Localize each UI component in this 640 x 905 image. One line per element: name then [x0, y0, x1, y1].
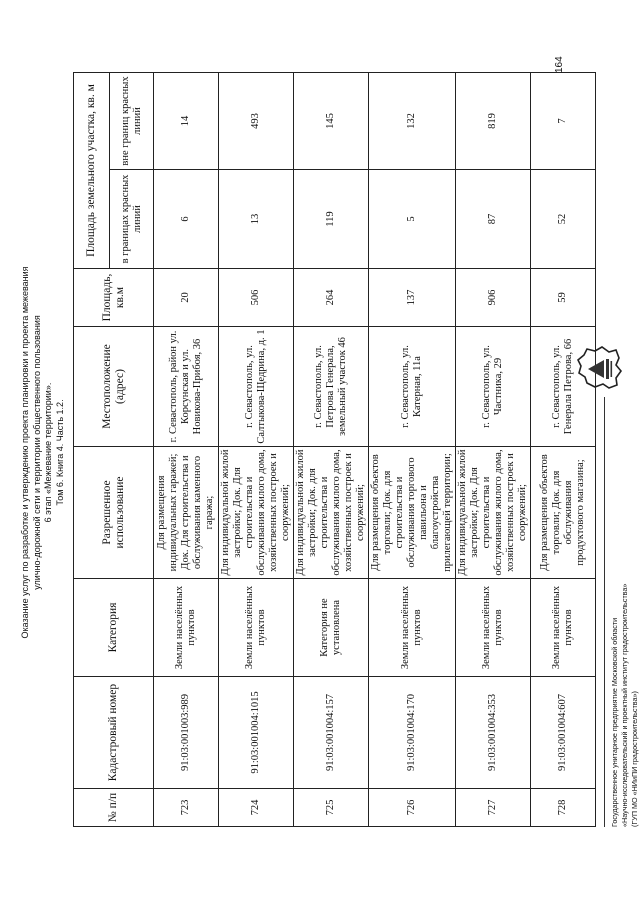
header-line-3: 6 этап «Межевание территории». — [43, 382, 53, 523]
cell-inside-red-lines: 87 — [456, 170, 531, 269]
cell-category: Категория не установлена — [294, 579, 369, 677]
cell-inside-red-lines: 5 — [369, 170, 456, 269]
table-row — [531, 73, 596, 827]
cell-inside-red-lines: 52 — [531, 170, 596, 269]
cell-num: 725 — [294, 789, 369, 827]
cell-area: 906 — [456, 269, 531, 327]
cell-category: Земли населённых пунктов — [456, 579, 531, 677]
cell-cadastral: 91:03:001004:170 — [369, 677, 456, 789]
table-row — [294, 73, 369, 827]
document-header — [20, 180, 66, 725]
table-row — [154, 73, 219, 827]
cell-inside-red-lines: 6 — [154, 170, 219, 269]
land-plots-table — [73, 72, 596, 827]
cell-inside-red-lines: 13 — [219, 170, 294, 269]
cell-location: г. Севастополь, район ул. Корсунская и ул. Новикова-Прибоя, 36 — [154, 327, 219, 447]
table-row — [219, 73, 294, 827]
header-line-4: Том 6. Книга 4. Часть 1.2. — [54, 399, 65, 506]
cell-location: г. Севастополь, ул. Катерная, 11а — [369, 327, 456, 447]
footer-line-1: Государственное унитарное предприятие Московской области — [610, 617, 619, 827]
header-line-1: Оказание услуг по разработке и утверждению проекта планировки и проекта межевания — [20, 266, 30, 639]
cell-location: г. Севастополь, ул. Генерала Петрова, 66 — [531, 327, 596, 447]
cell-num: 727 — [456, 789, 531, 827]
cell-area: 20 — [154, 269, 219, 327]
footer-rule — [604, 397, 605, 827]
cell-outside-red-lines: 145 — [294, 73, 369, 170]
header-line-2: улично-дорожной сети и территории общественного пользования — [31, 315, 42, 590]
cell-location: г. Севастополь, ул. Салтыкова-Щедрина, д. 1 — [219, 327, 294, 447]
cell-cadastral: 91:03:001004:607 — [531, 677, 596, 789]
cell-category: Земли населённых пунктов — [154, 579, 219, 677]
header-category: Категория — [74, 579, 154, 677]
cell-outside-red-lines: 493 — [219, 73, 294, 170]
cell-permitted-use: Для индивидуальной жилой застройки; Док. Для строительства и обслуживания жилого дома, хозяйственных построек и сооружений; — [456, 447, 531, 579]
cell-num: 726 — [369, 789, 456, 827]
cell-permitted-use: Для индивидуальной жилой застройки; Док. Для строительства и обслуживания жилого дома, хозяйственных построек и сооружений; — [219, 447, 294, 579]
cell-cadastral: 91:03:001004:353 — [456, 677, 531, 789]
cell-category: Земли населённых пунктов — [219, 579, 294, 677]
footer — [610, 584, 640, 827]
footer-line-3: (ГУП МО «НИиПИ градостроительства») — [630, 691, 639, 827]
header-inside-red-lines: в границах красных линий — [110, 170, 154, 269]
cell-permitted-use: Для размещения объектов торговли; Док. для обслуживания продуктового магазина; — [531, 447, 596, 579]
cell-category: Земли населённых пунктов — [531, 579, 596, 677]
cell-cadastral: 91:03:001004:157 — [294, 677, 369, 789]
cell-location: г. Севастополь, ул. Частника, 29 — [456, 327, 531, 447]
table-row — [456, 73, 531, 827]
cell-num: 723 — [154, 789, 219, 827]
institute-logo-icon — [575, 345, 623, 393]
cell-outside-red-lines: 7 — [531, 73, 596, 170]
cell-category: Земли населённых пунктов — [369, 579, 456, 677]
cell-area: 506 — [219, 269, 294, 327]
footer-line-2: «Научно-исследовательский и проектный институт градостроительства» — [620, 583, 629, 827]
header-location: Местоположение (адрес) — [74, 327, 154, 447]
header-cadastral: Кадастровый номер — [74, 677, 154, 789]
header-num: № п/п — [74, 789, 154, 827]
header-area: Площадь, кв.м — [74, 269, 154, 327]
header-plot-area: Площадь земельного участка, кв. м — [74, 73, 110, 269]
cell-outside-red-lines: 819 — [456, 73, 531, 170]
cell-area: 59 — [531, 269, 596, 327]
header-outside-red-lines: вне границ красных линий — [110, 73, 154, 170]
cell-permitted-use: Для размещения индивидуальных гаражей; Док. Для строительства и обслуживания каменного гаража; — [154, 447, 219, 579]
cell-permitted-use: Для индивидуальной жилой застройки; Док. для строительства и обслуживания жилого дома, хозяйственных построек и сооружений; — [294, 447, 369, 579]
header-permitted-use: Разрешенное использование — [74, 447, 154, 579]
cell-cadastral: 91:03:001003:989 — [154, 677, 219, 789]
cell-num: 728 — [531, 789, 596, 827]
cell-permitted-use: Для размещения объектов торговли; Док. для строительства и обслуживания торгового павильона и благоустройства прилегающей территории; — [369, 447, 456, 579]
cell-area: 137 — [369, 269, 456, 327]
cell-outside-red-lines: 132 — [369, 73, 456, 170]
cell-inside-red-lines: 119 — [294, 170, 369, 269]
table-row — [369, 73, 456, 827]
cell-cadastral: 91:03:001004:1015 — [219, 677, 294, 789]
cell-num: 724 — [219, 789, 294, 827]
cell-location: г. Севастополь, ул. Петрова Генерала, земельный участок 46 — [294, 327, 369, 447]
cell-outside-red-lines: 14 — [154, 73, 219, 170]
page-number: 164 — [554, 56, 565, 73]
cell-area: 264 — [294, 269, 369, 327]
